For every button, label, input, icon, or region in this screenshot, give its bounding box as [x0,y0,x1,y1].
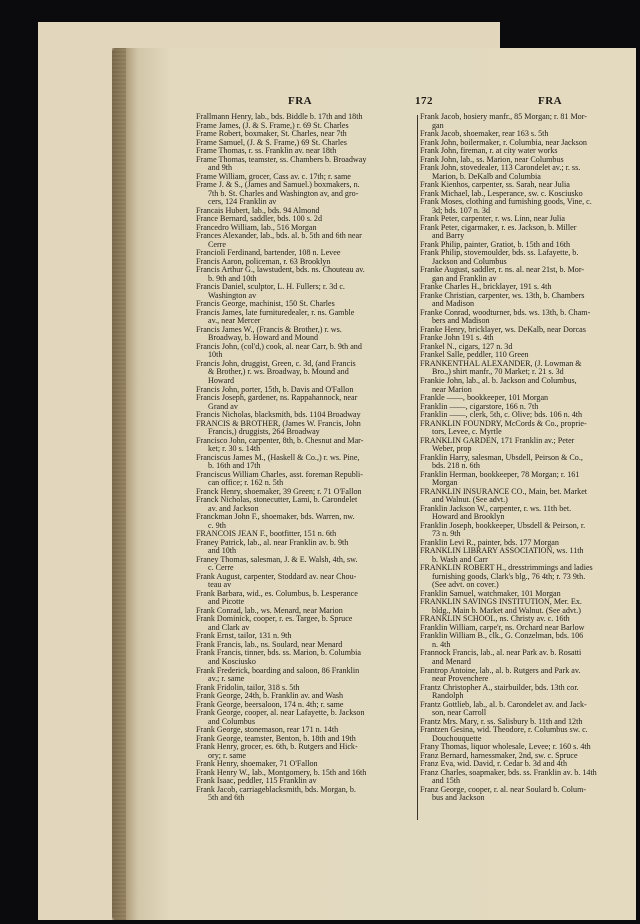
directory-entry-line: son, near Carroll [432,708,487,718]
directory-entry-line: and Picotte [208,597,245,607]
directory-entry-line: teau av [208,580,232,590]
directory-entry-line: and Clark av [208,622,250,632]
directory-entry-line: Francisco John, carpenter, 8th, b. Chesnut and Mar- [196,435,364,445]
directory-entry-line: Franke Conrad, woodturner, bds. ws. 13th, b. Cham- [420,307,591,317]
directory-entry-line: b. 9th and 10th [208,273,257,283]
directory-entry-line: Francis James W., (Francis & Brother,) r. ws. [196,324,342,334]
directory-entry-line: Francis John, porter, 15th, b. Davis and O'Fallon [196,384,354,394]
directory-entry-line: Franklin Jackson W., carpenter, r. ws. 11th bet. [420,503,572,513]
directory-entry-line: Frantrop Antoine, lab., al. b. Rutgers and Park av. [420,665,581,675]
directory-entry-line: and Barry [432,231,465,241]
directory-entry-line: near Provenchere [432,674,489,684]
directory-entry-line: Jackson and Columbus [432,256,507,266]
directory-entry-line: Frank John, stovedealer, 113 Carondelet av.; r. ss. [420,163,581,173]
directory-entry-line: Frank Philip, stovemoulder, bds. ss. Lafayette, b. [420,248,579,258]
directory-entry-line: Marion, b. DeKalb and Columbia [432,171,541,181]
directory-entry-line: Frank Francis, tinner, bds. ss. Marion, b. Columbia [196,648,361,658]
directory-entry-line: Francis Daniel, sculptor, L. H. Fullers; r. 3d c. [196,282,345,292]
directory-entry-line: Frankie John, lab., al. b. Jackson and Columbus, [420,375,577,385]
directory-entry-line: and Kosciusko [208,657,256,666]
directory-entry-line: Frank Moses, clothing and furnishing goods, Vine, c. [420,197,592,207]
directory-entry-line: Frank Peter, carpenter, r. ws. Linn, near Julia [420,214,565,224]
directory-entry-line: Franklin Harry, salesman, Ubsdell, Peirson & Co., [420,452,583,462]
directory-entry-line: Frame Thomas, teamster, ss. Chambers b. Broadway [196,154,367,164]
directory-entry-line: Frank John, fireman, r. at city water works [420,146,558,156]
directory-entry-line: Frantz Gottlieb, lab., al. b. Carondelet av. and Jack- [420,699,587,709]
directory-entry-line: bus and Jackson [432,793,485,803]
directory-entry-line: Franz George, cooper, r. al. near Soulard b. Colum- [420,784,587,794]
directory-entry-line: Frank Ernst, tailor, 131 n. 9th [196,631,292,641]
directory-entry-line: can office; r. 162 n. 5th [208,478,284,488]
directory-entry-line: Franklin William B., clk., G. Conzelman, bds. 106 [420,631,584,641]
directory-entry-line: FRANKLIN SCHOOL, ns. Christy av. c. 16th [420,614,570,624]
directory-entry-line: b. Wash and Carr [432,554,488,564]
directory-entry-line: Franciscus James M., (Haskell & Co.,) r. ws. Pine, [196,452,360,462]
directory-entry-line: Francis James, late furnituredealer, r. ns. Gamble [196,307,355,317]
directory-entry-line: Frank Barbara, wid., es. Columbus, b. Lesperance [196,588,358,598]
directory-entry-line: Franke Christian, carpenter, ws. 13th, b. Chambers [420,290,585,300]
directory-entry-line: Frankel N., cigars, 127 n. 3d [420,341,513,351]
directory-entry-line: Frank George, cooper, al. near Lafayette, b. Jackson [196,708,365,718]
directory-entry-line: gan and Franklin av [432,273,497,283]
directory-entry-line: 73 n. 9th [432,529,461,539]
directory-entry-line: furnishing goods, Clark's blg., 76 4th; r. 73 9th. [432,571,586,581]
directory-entry-line: FRANKLIN SAVINGS INSTITUTION, Mer. Ex. [420,597,582,607]
directory-entry-line: Francis George, machinist, 150 St. Charles [196,299,335,309]
directory-entry-line: Frame Samuel, (J. & S. Frame,) 69 St. Charles [196,137,347,147]
directory-entry-line: Frances Alexander, lab., bds. al. b. 5th and 6th near [196,231,362,241]
directory-entry-line: Morgan [432,478,458,488]
directory-entry-line: Frank George, 24th, b. Franklin av. and Wash [196,691,344,701]
directory-entry-line: Frankel Salle, peddler, 110 Green [420,350,529,360]
directory-entry-line: Frank Henry, grocer, es. 6th, b. Rutgers and Hick- [196,742,358,752]
directory-entry-line: Frame Thomas, r. ss. Franklin av. near 18th [196,146,337,156]
directory-entry-line: FRANKLIN LIBRARY ASSOCIATION, ws. 11th [420,546,584,556]
directory-entry-line: and Walnut. (See advt.) [432,495,508,505]
directory-entry-line: Cerre [208,239,226,249]
directory-entry-line: av., near Mercer [208,316,261,326]
directory-entry-line: FRANKLIN ROBERT H., dresstrimmings and ladies [420,563,593,573]
directory-entry-line: Franckman John F., shoemaker, bds. Warren, nw. [196,512,355,522]
directory-entry-line: 5th and 6th [208,793,245,803]
directory-entry-line: Franck Henry, shoemaker, 39 Green; r. 71 O'Fallon [196,486,362,496]
directory-entry-line: FRANKLIN GARDEN, 171 Franklin av.; Peter [420,435,575,445]
directory-entry-line: Francis John, druggist, Green, c. 3d, (and Francis [196,358,356,368]
directory-entry-line: bldg., Main b. Market and Walnut. (See advt.) [432,605,581,615]
directory-entry-line: Franciscus William Charles, asst. foreman Republi- [196,469,363,479]
directory-entry-line: Franklin Joseph, bookkeeper, Ubsdell & Peirson, r. [420,520,586,530]
directory-entry-line: Franey Patrick, lab., al. near Franklin av. b. 9th [196,537,349,547]
directory-entry-line: Franklin William, carpe'r, ns. Orchard near Barlow [420,622,585,632]
directory-entry-line: Randolph [432,691,464,701]
directory-entry-line: Franke Henry, bricklayer, ws. DeKalb, near Dorcas [420,324,586,334]
directory-entry-line: bds. 218 n. 6th [432,461,480,471]
directory-entry-line: Francedro William, lab., 516 Morgan [196,222,317,232]
directory-entry-line: av.; r. same [208,674,245,684]
directory-entry-line: Frank Jacob, carriageblacksmith, bds. Morgan, b. [196,784,356,794]
page-number: 172 [415,95,433,107]
directory-entry-line: Francis Joseph, gardener, ns. Rappahannock, near [196,393,358,403]
directory-entry-line: Franklin Levi R., painter, bds. 177 Morgan [420,537,559,547]
directory-entry-line: Frank Philip, painter, Gratiot, b. 15th and 16th [420,239,571,249]
directory-entry-line: Frank Frederick, boarding and saloon, 86 Franklin [196,665,360,675]
directory-entry-line: av. and Jackson [208,503,259,513]
directory-entry-line: Douchouquette [432,733,482,743]
directory-entry-line: Frallmann Henry, lab., bds. Biddle b. 17th and 18th [196,113,363,121]
directory-entry-line: c. 9th [208,520,226,530]
directory-entry-line: Frank August, carpenter, Stoddard av. near Chou- [196,571,357,581]
directory-entry-line: Frank Jacob, shoemaker, rear 163 s. 5th [420,129,549,139]
directory-entry-line: n. 4th [432,639,451,649]
directory-entry-line: Broadway, b. Howard and Mound [208,333,319,343]
directory-entry-line: Francis Arthur G., lawstudent, bds. ns. Chouteau av. [196,265,365,275]
directory-entry-line: Frank Peter, cigarmaker, r. es. Jackson, b. Miller [420,222,577,232]
directory-entry-line: Franke August, saddler, r. ns. al. near 21st, b. Mor- [420,265,585,275]
directory-entry-line: and Menard [432,657,471,666]
directory-entry-line: Frank George, beersaloon, 174 n. 4th; r. same [196,699,344,709]
directory-entry-line: FRANKLIN FOUNDRY, McCords & Co., proprie- [420,418,587,428]
directory-entry-line: FRANCIS & BROTHER, (James W. Francis, John [196,418,361,428]
directory-entry-line: near Marion [432,384,472,394]
directory-entry-line: FRANCOIS JEAN F., bootfitter, 151 n. 6th [196,529,337,539]
directory-entry-line: 7th b. St. Charles and Washington av, and gro- [208,188,359,198]
directory-entry-line: (See advt. on cover.) [432,580,499,590]
directory-entry-line: and 10th [208,546,237,556]
right-column [420,113,634,803]
directory-entry-line: FRANKENTHAL ALEXANDER, (J. Lowman & [420,358,582,368]
directory-entry-line: Frank Michael, lab., Lesperance, sw. c. Kosciusko [420,188,583,198]
directory-entry-line: Francis Aaron, policeman, r. 63 Brooklyn [196,256,331,266]
directory-entry-line: Francis John, (col'd,) cook, al. near Carr, b. 9th and [196,341,362,351]
directory-entry-line: Franck Nicholas, stonecutter, Lami, b. Carondelet [196,495,358,505]
left-column [196,113,417,803]
directory-entry-line: Frank Fridolin, tailor, 318 s. 5th [196,682,300,692]
directory-entry-line: Franke Charles H., bricklayer, 191 s. 4th [420,282,552,292]
directory-entry-line: Frame J. & S., (James and Samuel.) boxmakers, n. [196,180,360,190]
directory-entry-line: Franciolì Ferdinand, bartender, 108 n. Levee [196,248,341,258]
page-edge-stack [112,48,126,920]
directory-entry-line: ket; r. 30 s. 14th [208,444,261,454]
directory-entry-line: and 15th [432,776,461,786]
directory-entry-line: Frank Kienhos, carpenter, ss. Sarah, near Julia [420,180,570,190]
directory-entry-line: Frannock Francis, lab., al. near Park av. b. Rosatti [420,648,582,658]
header-right-keyword: FRA [538,95,563,107]
directory-entry-line: Franz Bernard, harnessmaker, 2nd, sw. c. Spruce [420,750,578,760]
directory-entry-line: Franz Charles, soapmaker, bds. ss. Franklin av. b. 14th [420,767,597,777]
directory-entry-line: Frankle ——, bookkeeper, 101 Morgan [420,393,549,403]
directory-entry-line: tors, Levee, c. Myrtle [432,427,502,437]
directory-entry-line: Frame William, grocer, Cass av. c. 17th; r. same [196,171,351,181]
directory-entry-line: Frank John, lab., ss. Marion, near Columbus [420,154,564,164]
directory-entry-line: France Bernard, saddler, bds. 100 s. 2d [196,214,322,224]
directory-entry-line: Bro.,) shirt manfr., 70 Market; r. 21 s. 3d [432,367,564,377]
directory-entry-line: Frank Henry, shoemaker, 71 O'Fallon [196,759,318,769]
directory-entry-line: Frantz Christopher A., stairbuilder, bds. 13th cor. [420,682,579,692]
directory-entry-line: Franklin Herman, bookkeeper, 78 Morgan; r. 161 [420,469,580,479]
directory-entry-line: Frank Isaac, peddler, 115 Franklin av [196,776,317,786]
directory-entry-line: Howard and Brooklyn [432,512,505,522]
directory-entry-line: Frank George, teamster, Benton, b. 18th and 19th [196,733,356,743]
directory-entry-line: cers, 124 Franklin av [208,197,277,207]
directory-entry-line: Frank Jacob, hosiery manfr., 85 Morgan; r. 81 Mor- [420,113,587,121]
directory-entry-line: Franklin ——, clerk, 5th, c. Olive; bds. 106 n. 4th [420,410,583,420]
directory-entry-line: and 9th [208,163,233,173]
directory-entry-line: Weber, prop [432,444,472,454]
directory-entry-line: b. 16th and 17th [208,461,261,471]
directory-entry-line: Frany Thomas, liquor wholesale, Levee; r. 160 s. 4th [420,742,591,752]
header-left-keyword: FRA [288,95,313,107]
directory-entry-line: 10th [208,350,223,360]
directory-entry-line: and Columbus [208,716,255,726]
directory-entry-line: Frame James, (J. & S. Frame,) r. 69 St. Charles [196,120,349,130]
directory-entry-line: Frank Conrad, lab., ws. Menard, near Marion [196,605,343,615]
directory-entry-line: Frantzen Gesina, wid. Theodore, r. Columbus sw. c. [420,725,588,735]
directory-entry-line: Frame Robert, boxmaker, St. Charles, near 7th [196,129,347,139]
directory-entry-line: Franey Thomas, salesman, J. & E. Walsh, 4th, sw. [196,554,358,564]
directory-entry-line: Washington av [208,290,257,300]
directory-entry-line: Franklin ——, cigarstore, 166 n. 7th [420,401,539,411]
directory-entry-line: bers and Madison [432,316,490,326]
directory-entry-line: & Brother,) r. ws. Broadway, b. Mound and [208,367,349,377]
column-divider [417,115,418,820]
directory-entry-line: Frank Francis, lab., ns. Soulard, near Menard [196,639,343,649]
directory-entry-line: Franz Eva, wid. David, r. Cedar b. 3d and 4th [420,759,568,769]
directory-entry-line: Frantz Mrs. Mary, r. ss. Salisbury b. 11th and 12th [420,716,583,726]
directory-entry-line: c. Cerre [208,563,234,573]
directory-entry-line: Grand av [208,401,238,411]
directory-entry-line: ory; r. same [208,750,246,760]
directory-entry-line: FRANKLIN INSURANCE CO., Main, bet. Market [420,486,588,496]
directory-entry-line: and Madison [432,299,475,309]
directory-entry-line: Howard [208,375,235,385]
directory-entry-line: Francais Hubert, lab., bds. 94 Almond [196,205,320,215]
directory-entry-line: gan [432,120,444,130]
directory-entry-line: 3d; bds. 107 n. 3d [432,205,491,215]
directory-entry-line: Frank George, stonemason, rear 171 n. 14th [196,725,339,735]
directory-entry-line: Franklin Samuel, watchmaker, 101 Morgan [420,588,561,598]
directory-entry-line: Franke John 191 s. 4th [420,333,494,343]
directory-entry-line: Francis Nicholas, blacksmith, bds. 1104 Broadway [196,410,361,420]
directory-entry-line: Frank Henry W., lab., Montgomery, b. 15th and 16th [196,767,367,777]
directory-entry-line: Frank Dominick, cooper, r. es. Targee, b. Spruce [196,614,353,624]
directory-entry-line: Francis,) druggists, 264 Broadway [208,427,320,437]
directory-entry-line: Frank John, boilermaker, r. Columbia, near Jackson [420,137,587,147]
